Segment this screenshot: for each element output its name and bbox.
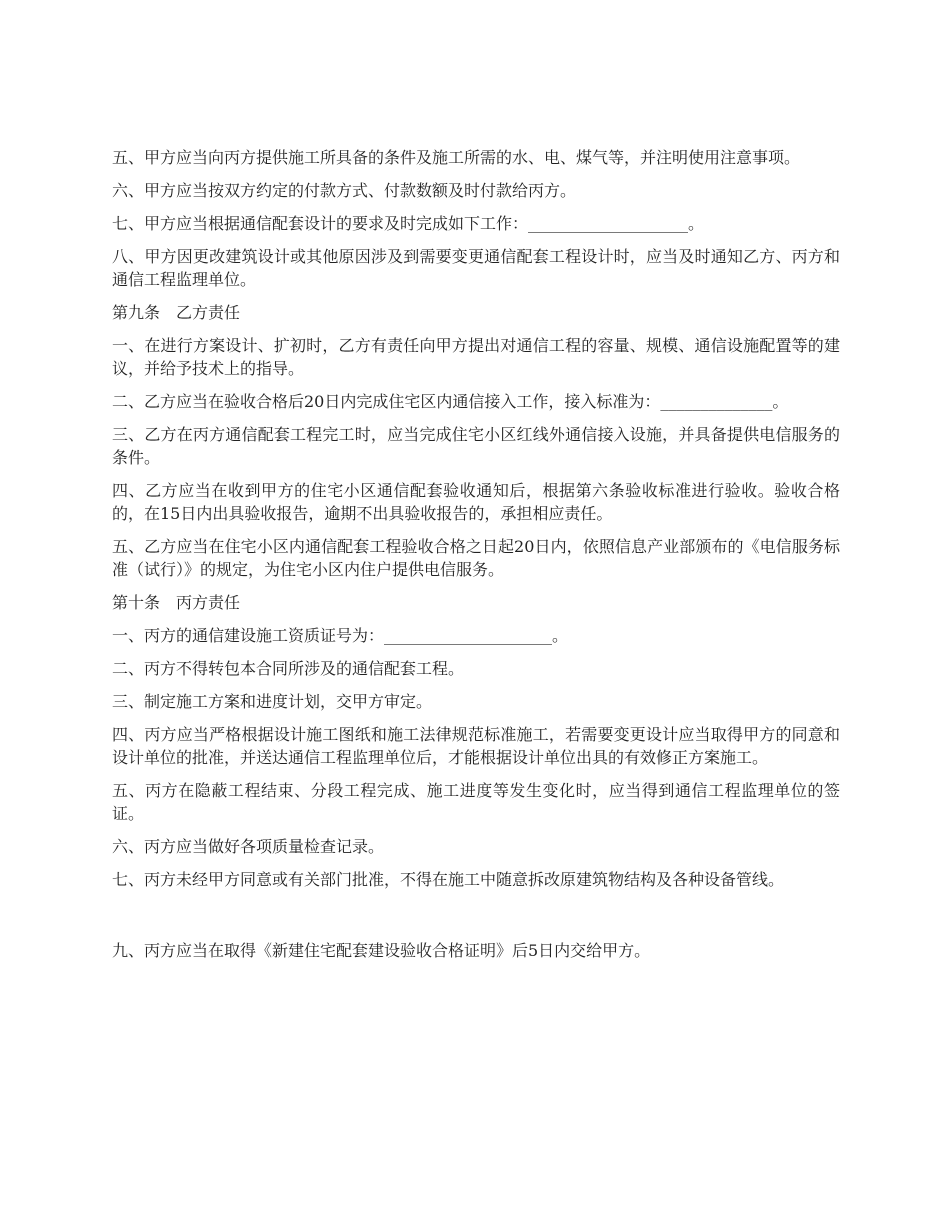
paragraph-bing-5: 五、丙方在隐蔽工程结束、分段工程完成、施工进度等发生变化时，应当得到通信工程监理单位的签证。	[112, 781, 840, 823]
paragraph-bing-3: 三、制定施工方案和进度计划，交甲方审定。	[112, 692, 433, 711]
paragraph-bing-6: 六、丙方应当做好各项质量检查记录。	[112, 837, 385, 856]
section-heading-article-10: 第十条 丙方责任	[112, 593, 241, 612]
paragraph-bing-1: 一、丙方的通信建设施工资质证号为：_____________________。	[112, 626, 569, 645]
paragraph-yi-3: 三、乙方在丙方通信配套工程完工时，应当完成住宅小区红线外通信接入设施，并具备提供电信服务的条件。	[112, 425, 840, 467]
paragraph-bing-9: 九、丙方应当在取得《新建住宅配套建设验收合格证明》后5日内交给甲方。	[112, 941, 651, 960]
paragraph-jia-6: 六、甲方应当按双方约定的付款方式、付款数额及时付款给丙方。	[112, 181, 577, 200]
paragraph-yi-1: 一、在进行方案设计、扩初时，乙方有责任向甲方提出对通信工程的容量、规模、通信设施配置等的建议，并给予技术上的指导。	[112, 336, 840, 378]
paragraph-yi-2: 二、乙方应当在验收合格后20日内完成住宅区内通信接入工作，接入标准为：______________。	[112, 392, 789, 411]
paragraph-yi-4: 四、乙方应当在收到甲方的住宅小区通信配套验收通知后，根据第六条验收标准进行验收。验收合格的，在15日内出具验收报告，逾期不出具验收报告的，承担相应责任。	[112, 481, 840, 523]
section-heading-article-9: 第九条 乙方责任	[112, 303, 241, 322]
paragraph-gap	[112, 901, 840, 939]
paragraph-jia-8: 八、甲方因更改建筑设计或其他原因涉及到需要变更通信配套工程设计时，应当及时通知乙方、丙方和通信工程监理单位。	[112, 247, 840, 289]
document-body	[112, 146, 840, 972]
paragraph-bing-2: 二、丙方不得转包本合同所涉及的通信配套工程。	[112, 659, 465, 678]
paragraph-bing-7: 七、丙方未经甲方同意或有关部门批准，不得在施工中随意拆改原建筑物结构及各种设备管线。	[112, 870, 785, 889]
paragraph-yi-5: 五、乙方应当在住宅小区内通信配套工程验收合格之日起20日内，依照信息产业部颁布的《电信服务标准（试行）》的规定，为住宅小区内住户提供电信服务。	[112, 537, 840, 579]
paragraph-jia-5: 五、甲方应当向丙方提供施工所具备的条件及施工所需的水、电、煤气等，并注明使用注意事项。	[112, 148, 801, 167]
paragraph-bing-4: 四、丙方应当严格根据设计施工图纸和施工法律规范标准施工，若需要变更设计应当取得甲方的同意和设计单位的批准，并送达通信工程监理单位后，才能根据设计单位出具的有效修正方案施工。	[112, 725, 840, 767]
paragraph-jia-7: 七、甲方应当根据通信配套设计的要求及时完成如下工作：____________________。	[112, 214, 705, 233]
